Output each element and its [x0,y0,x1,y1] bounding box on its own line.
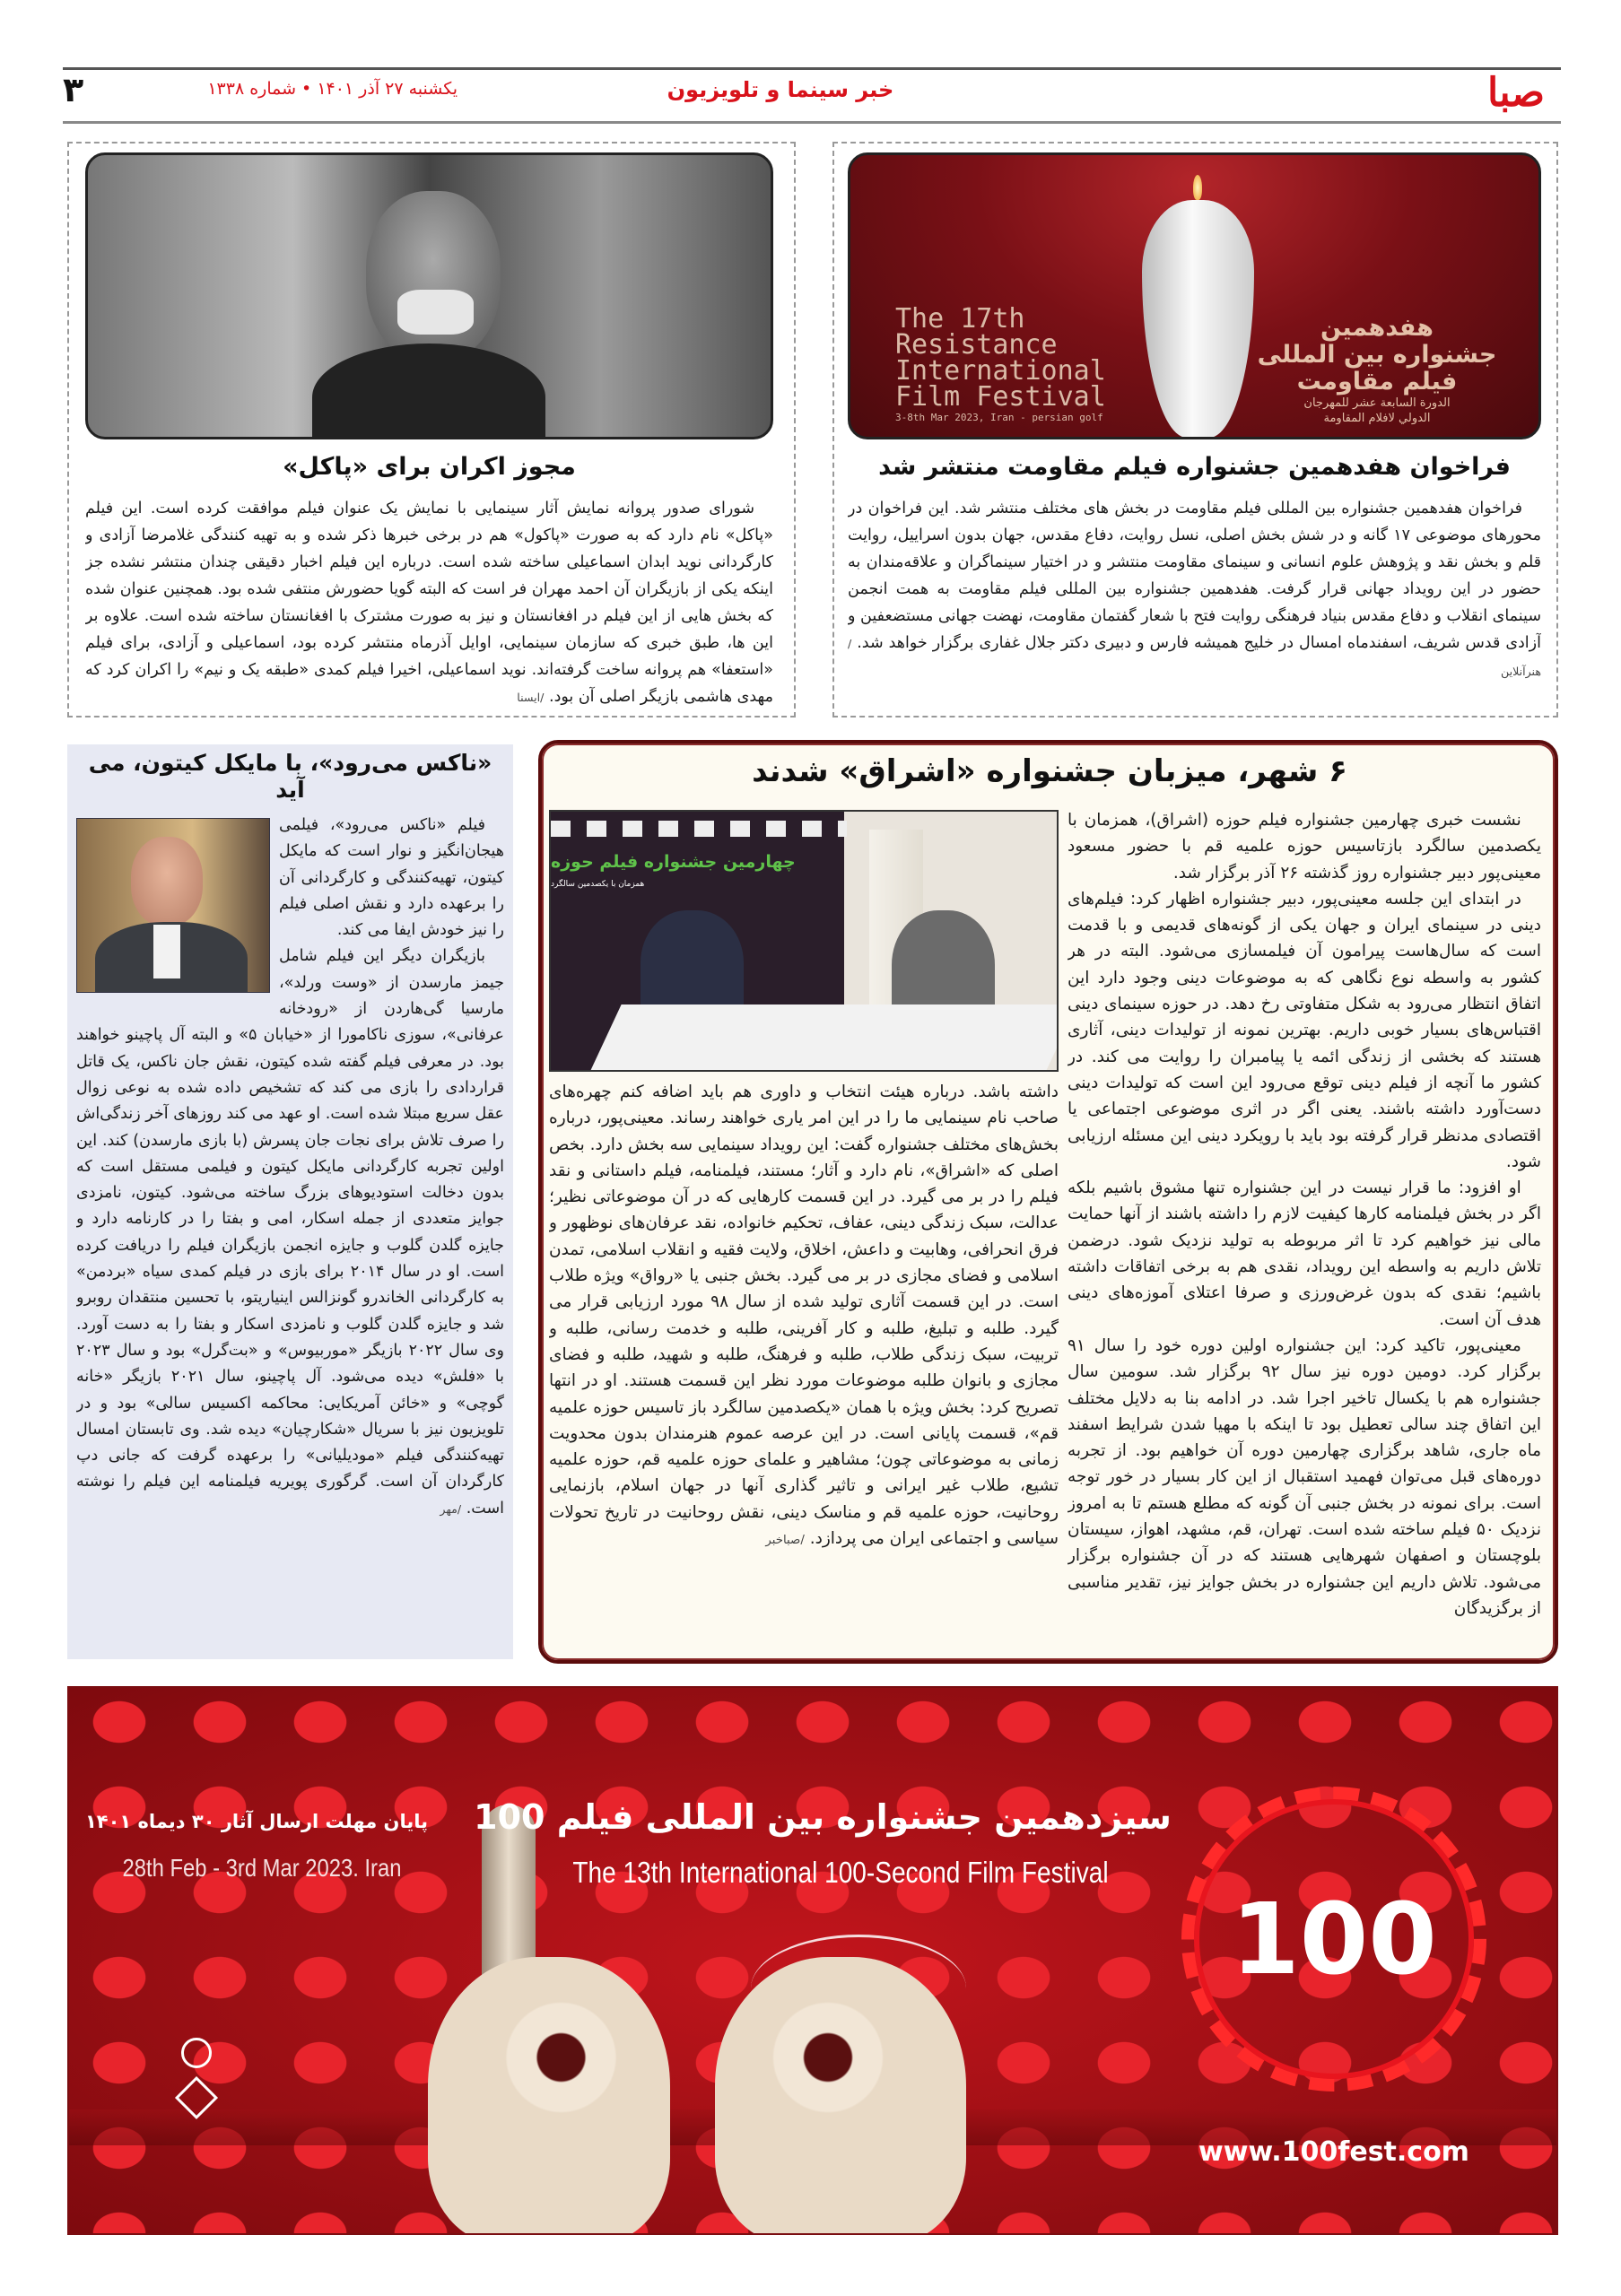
conference-table-image [588,1004,1059,1072]
banner-subtitle: همزمان با یکصدمین سالگرد [551,880,645,889]
press-conference-photo [549,810,1059,1072]
newspaper-logo: صبا [1486,70,1546,116]
article-source: /ایسنا [517,691,545,704]
actor-jacket-image [312,344,545,439]
issue-date: یکشنبه ۲۷ آذر ۱۴۰۱ • شماره ۱۳۳۸ [207,79,458,99]
article-source: /صباخبر [765,1534,805,1548]
ad-deadline: پایان مهلت ارسال آثار ۳۰ دیماه ۱۴۰۱ [84,1811,428,1832]
ad-dates: 28th Feb - 3rd Mar 2023. Iran [122,1854,402,1882]
article-eshragh-left-column: داشته باشد. درباره هیئت انتخاب و داوری هم باید اضافه کنم چهره‌های صاحب نام سینمایی ما را در این امر یاری خواهند رساند. معینی‌پور، درباره بخش‌های مختلف جشنواره گفت: این رویداد سینمایی سه بخش دارد. بخص اصلی که «اشراق»، نام دارد و آثار؛ مستند، فیلمنامه، فیلم داستانی و نقد فیلم را در بر می گیرد. در این قسمت کارهایی که در آن موضوعاتی نظیر؛ عدالت، سبک زندگی دینی، عفاف، تحکیم خانواده، نقد عرفان‌های نوظهور و فرق انحرافی، وهابیت و داعش، اخلاق، ولایت فقیه و انقلاب اسلامی، تمدن اسلامی و فضای مجازی در بر می گیرد. بخش جنبی یا «رواق» ویژه طلاب است. در این قسمت آثاری تولید شده از سال ۹۸ مورد ارزیابی قرار می گیرد. طلبه و تبلیغ، طلبه و کار آفرینی، طلبه و خدمت رسانی، طلبه و تربیت، سبک زندگی طلاب، طلبه و فرهنگ، طلبه و شهید، طلبه و فضای مجازی و بانوان طلبه موضوعات مورد نظر این قسمت هستند. او در انتها تصریح کرد: بخش ویژه با همان «یکصدمین سالگرد باز تاسیس حوزه علمیه قم»، قسمت پایانی است. در این عرصه عموم هنرمندان بدون محدویت زمانی به موضوعاتی چون؛ مشاهیر و علمای حوزه علمیه قم، حوزه علمیه تشیع، طلاب غیر ایرانی و تاثیر گذاری آنها در جهان اسلام، بازنمایی روحانیت، حوزه علمیه قم و مناسک دینی، نقش روحانیت در تاریخ تحولات سیاسی و اجتماعی ایران می پردازد. /صباخبر [549,1083,1059,1549]
poster-english-title: The 17th Resistance International Film Festival 3-8th Mar 2023, Iran - persian golf [895,303,1106,423]
header-bottom-rule [63,121,1561,124]
face-mask-image [397,290,474,335]
film-strip-decoration [551,821,847,837]
actor-face-image [366,191,501,361]
article-pakol-body: شورای صدور پروانه نمایش آثار سینمایی با نمایش یک عنوان فیلم موافقت کرده است. این فیلم «پاکل» نام دارد که به صورت «پاکول» هم در برخی خبرها ذکر شده و به تهیه کنندگی غلامرضا آزادی و کارگردانی نوید ابدان اسماعیلی ساخته شده است. درباره این فیلم اخبار دقیقی چندان منتشر نشده جز اینکه یکی از بازیگران آن احمد مهران فر است که البته گویا حضورش منتفی شده بود. همچنین عنوان شده که بخش هایی از این فیلم در افغانستان و نیز به صورت مشترک با افغانستان ساخته شده است. علاوه بر این ها، طبق خبری که سازمان سینمایی، اوایل آذرماه منتشر کرده بود، اسماعیلی و آزادی، برای فیلم «استعفا» هم پروانه ساخت گرفته‌اند. نوید اسماعیلی، اخیرا فیلم کمدی «طبقه یک و نیم» را اکران کرد که مهدی هاشمی بازیگر اصلی آن بود. /ایسنا [85,500,773,706]
article-resistance-headline: فراخوان هفدهمین جشنواره فیلم مقاومت منتشر شد [878,453,1511,481]
header-top-rule [63,67,1561,70]
ad-persian-title: سیزدهمین جشنواره بین المللی فیلم 100 [474,1797,1172,1837]
article-knox-body: فیلم «ناکس می‌رود»، فیلمی هیجان‌انگیز و نوار است که مایکل کیتون، تهیه‌کنندگی و کارگردانی آن را برعهده دارد و نقش اصلی فیلم را نیز خودش ایفا می کند. بازیگران دیگر این فیلم شامل جیمز مارسدن از «وست ورلد»، مارسیا گی‌هاردن از «رودخانه عرفانی»، سوزی ناکامورا از «خیابان ۵» و البته آل پاچینو خواهند بود. در معرفی فیلم گفته شده کیتون، نقش جان ناکس، یک قاتل قراردادی را بازی می کند که تشخیص داده شده به نوعی زوال عقل سریع مبتلا شده است. او عهد می کند روزهای آخر زندگی‌اش را صرف تلاش برای نجات جان پسرش (با بازی مارسدن) کند. این اولین تجربه کارگردانی مایکل کیتون و فیلمی مستقل است که بدون دخالت استودیوهای بزرگ ساخته می‌شود. کیتون، نامزدی جوایز متعددی از جمله اسکار، امی و بفتا را در کارنامه دارد و جایزه گلدن گلوب و جایزه انجمن بازیگران فیلم را دریافت کرده است. او در سال ۲۰۱۴ برای بازی در فیلم کمدی سیاه «بردمن» به کارگردانی الخاندرو گونزالس اینیاریتو، با تحسین منتقدان روبرو شد و جایزه گلدن گلوب و نامزدی اسکار و بفتا را به دست آورد. وی سال ۲۰۲۲ بازیگر «موربیوس» و «بت‌گرل» بود و سال ۲۰۲۳ با «فلش» دیده می‌شود. آل پاچینو، سال ۲۰۲۱ بازیگر «خانه گوچی» و «خائن آمریکایی: محاکمه اکسیس سالی» بود و در تلویزیون نیز با سریال «شکارچیان» دیده شد. وی تابستان امسال تهیه‌کنندگی فیلم «مودیلیانی» را برعهده گرفت که جانی دپ کارگردان آن است. گرگوری پویریه فیلمنامه این فیلم را نوشته است. /مهر [76,816,504,1518]
resistance-festival-poster [848,152,1541,439]
ad-english-title: The 13th International 100-Second Film Festival [572,1856,1109,1889]
article-pakol-headline: مجوز اکران برای «پاکل» [283,453,576,481]
article-knox-headline: «ناکس می‌رود»، با مایکل کیتون، می آید [88,750,492,803]
pakol-film-still-photo [85,152,773,439]
sponsor-logo-icon [181,2038,212,2068]
article-eshragh-headline: ۶ شهر، میزبان جشنواره «اشراق» شدند [752,753,1347,789]
calligraphy-logo [751,1935,966,2042]
article-source: /مهر [440,1501,462,1516]
ad-100-badge: 100 [1231,1882,1437,1996]
candle-flame-icon [1193,175,1202,200]
ad-website-link[interactable]: www.100fest.com [1198,2136,1469,2168]
article-resistance-body: فراخوان هفدهمین جشنواره بین المللی فیلم مقاومت در بخش های مختلف منتشر شد. این فراخوان در محورهای موضوعی ۱۷ گانه و در شش بخش اصلی، نسل روایت، دفاع مقدس، جهان بدون اسراییل، روایت قلم و بخش نقد و پژوهش علوم انسانی و سینمای مقاومت منتشر و در اختیار سینماگران و علاقه‌مندان به حضور در این رویداد جهانی قرار گرفت. هفدهمین جشنواره بین المللی فیلم مقاومت به همت انجمن سینمای انقلاب و دفاع مقدس بنیاد فرهنگی روایت فتح با شعار گفتمان مقاومت، نهضت جهانی مستضعفین و آزادی قدس شریف، اسفندماه امسال در خلیج همیشه فارس و دبیری دکتر جلال غفاری برگزار خواهد شد. /هنرآنلاین [848,500,1541,678]
page-number: ۳ [63,70,84,109]
article-eshragh-right-column: نشست خبری چهارمین جشنواره فیلم حوزه (اشراق)، همزمان با یکصدمین سالگرد بازتاسیس حوزه علمیه قم با حضور مسعود معینی‌پور دبیر جشنواره روز گذشته ۲۶ آذر برگزار شد. در ابتدای این جلسه معینی‌پور، دبیر جشنواره اظهار کرد: فیلم‌های دینی در سینمای ایران و جهان یکی از گونه‌های قدیمی و با قدمت است که سال‌هاست پیرامون آن فیلمسازی می‌شود. البته در هر کشور به واسطه نوع نگاهی که به موضوعات دینی وجود دارد این اتفاق انتظار می‌رود به شکل متفاوتی رخ دهد. در حوزه سینمای دینی اقتباس‌های بسیار خوبی داریم. بهترین نمونه از تولیدات دینی، آثاری هستند که بخشی از زندگی ائمه یا پیامبران را روایت می کند. در کشور ما آنچه از فیلم دینی توقع می‌رود این است که تولیدات دینی دست‌آورد داشته باشند. یعنی اگر در اثری موضوعی اجتماعی یا اقتصادی مدنظر قرار گرفته بود باید با رویکرد دینی این مسئله ارزیابی شود. او افزود: ما قرار نیست در این جشنواره تنها مشوق باشیم بلکه اگر در بخش فیلمنامه کارها کیفیت لازم را داشته باشند از آنها حمایت مالی نیز خواهیم کرد تا اثر مربوطه به تولید نزدیک شود. درضمن تلاش داریم به واسطه این رویداد، نقدی هم به برخی اتفاقات داشته باشیم؛ نقدی که بدون غرض‌ورزی و صرفا اعتلای آموزه‌های دینی هدف آن است. معینی‌پور، تاکید کرد: این جشنواره اولین دوره خود را سال ۹۱ برگزار کرد. دومین دوره نیز سال ۹۲ برگزار شد. سومین سال جشنواره هم با یکسال تاخیر اجرا شد. در ادامه بنا به دلایل مختلف این اتفاق چند سالی تعطیل بود تا اینکه با مهیا شدن شرایط اسفند ماه جاری، شاهد برگزاری چهارمین دوره آن خواهیم بود. از تجربه دوره‌های قبل می‌توان فهمید استقبال از این کار بسیار در خور توجه است. برای نمونه در بخش جنبی آن گونه که مطلع هستم تا به امروز نزدیک ۵۰ فیلم ساخته شده است. تهران، قم، مشهد، اهواز، سیستان بلوچستان و اصفهان شهرهایی هستند که در آن جشنواره برگزار می‌شود. تلاش داریم این جشنواره در بخش جوایز نیز، تقدیر مناسبی از برگزیدگان [1068,811,1541,1618]
left-hand-eye-image [428,1957,670,2235]
poster-persian-title: هفدهمین جشنواره بین المللی فیلم مقاومت الدورة السابعة عشر للمهرجان الدولي لافلام المقاومة [1257,314,1497,425]
banner-title: چهارمین جشنواره فیلم حوزه [551,852,796,872]
section-title: خبر سینما و تلویزیون [667,77,894,102]
festival-advertisement[interactable] [67,1686,1558,2235]
article-source: /هنرآنلاین [848,637,1541,678]
dove-candle-image [1142,200,1254,438]
